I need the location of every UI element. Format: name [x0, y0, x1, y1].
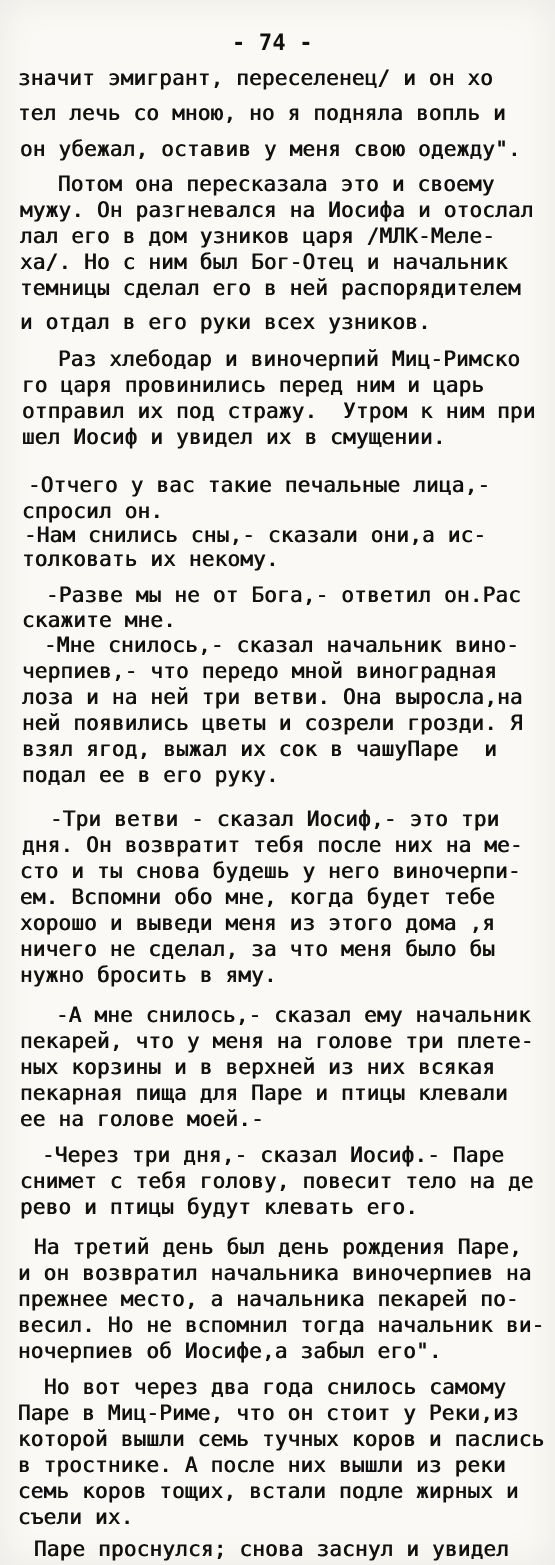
text-line: Паре проснулся; снова заснул и увидел: [34, 1537, 510, 1561]
text-line: лоза и на ней три ветви. Она выросла,на: [22, 685, 523, 709]
text-line: темницы сделал его в ней распорядителем: [20, 276, 521, 300]
text-line: весил. Но не вспомнил тогда начальник ви-: [18, 1313, 545, 1337]
text-line: пекарей, что у меня на голове три плете-: [20, 1029, 534, 1053]
text-line: отправил их под стражу. Утром к ним при: [22, 399, 536, 423]
text-line: Но вот через два года снилось самому: [44, 1375, 507, 1399]
text-line: Потом она пересказала это и своему: [58, 172, 495, 196]
text-line: шел Иосиф и увидел их в смущении.: [22, 425, 446, 449]
text-line: и он возвратил начальника виночерпиев на: [18, 1261, 532, 1285]
text-line: дня. Он возвратит тебя после них на ме-: [22, 833, 523, 857]
text-line: -А мне снилось,- сказал ему начальник: [56, 1003, 532, 1027]
text-line: сто и ты снова будешь у него виночерпи-: [20, 859, 521, 883]
text-line: значит эмигрант, переселенец/ и он хо: [18, 66, 494, 90]
text-line: хорошо и выведи меня из этого дома ,я: [20, 911, 496, 935]
text-line: скажите мне.: [22, 608, 177, 632]
text-line: семь коров тощих, встали подле жирных и: [18, 1479, 519, 1503]
text-line: -Разве мы не от Бога,- ответил он.Рас: [46, 583, 522, 607]
text-line: -Через три дня,- сказал Иосиф.- Паре: [42, 1143, 505, 1167]
text-line: ных корзины и в верхней из них всякая: [20, 1055, 496, 1079]
text-line: -Отчего у вас такие печальные лица,-: [28, 473, 491, 497]
text-line: спросил он.: [22, 499, 164, 523]
text-line: ем. Вспомни обо мне, когда будет тебе: [20, 885, 496, 909]
text-line: мужу. Он разгневался на Иосифа и отослал: [20, 198, 534, 222]
text-line: черпиев,- что передо мной виноградная: [22, 659, 498, 683]
text-line: и отдал в его руки всех узников.: [20, 310, 431, 334]
text-line: подал ее в его руку.: [22, 763, 279, 787]
text-line: ней появились цветы и созрели грозди. Я: [22, 711, 523, 735]
text-line: -Нам снились сны,- сказали они,а ис-: [24, 523, 487, 547]
text-line: лал его в дом узников царя /МЛК-Меле-: [20, 224, 496, 248]
text-line: -Мне снилось,- сказал начальник вино-: [44, 633, 520, 657]
text-line: тел лечь со мною, но я подняла вопль и: [18, 101, 507, 125]
text-line: рево и птицы будут клевать его.: [20, 1195, 419, 1219]
text-line: съели их.: [18, 1505, 134, 1529]
text-line: Паре в Миц-Риме, что он стоит у Реки,из: [18, 1401, 519, 1425]
text-line: он убежал, оставив у меня свою одежду".: [20, 137, 521, 161]
text-line: ночерпиев об Иосифе,а забыл его".: [18, 1339, 442, 1363]
text-line: в тростнике. А после них вышли из реки: [18, 1453, 507, 1477]
text-line: толковать их некому.: [22, 547, 279, 571]
text-line: взял ягод, выжал их сок в чашуПаре и: [22, 737, 498, 761]
text-line: нужно бросить в яму.: [20, 963, 277, 987]
text-line: го царя провинились перед ним и царь: [22, 373, 485, 397]
text-line: снимет с тебя голову, повесит тело на де: [20, 1169, 534, 1193]
page-number: - 74 -: [232, 31, 313, 56]
text-line: ничего не сделал, за что меня было бы: [20, 937, 496, 961]
text-line: ха/. Но с ним был Бог-Отец и начальник: [20, 250, 509, 274]
text-line: пекарная пища для Паре и птицы клевали: [20, 1081, 509, 1105]
text-line: -Три ветви - сказал Иосиф,- это три: [50, 807, 500, 831]
text-line: Раз хлебодар и виночерпий Миц-Римско: [58, 347, 521, 371]
text-line: ее на голове моей.-: [20, 1107, 265, 1131]
text-line: прежнее место, а начальника пекарей по-: [18, 1287, 519, 1311]
text-line: На третий день был день рождения Паре,: [34, 1235, 523, 1259]
text-line: которой вышли семь тучных коров и паслись: [18, 1427, 545, 1451]
